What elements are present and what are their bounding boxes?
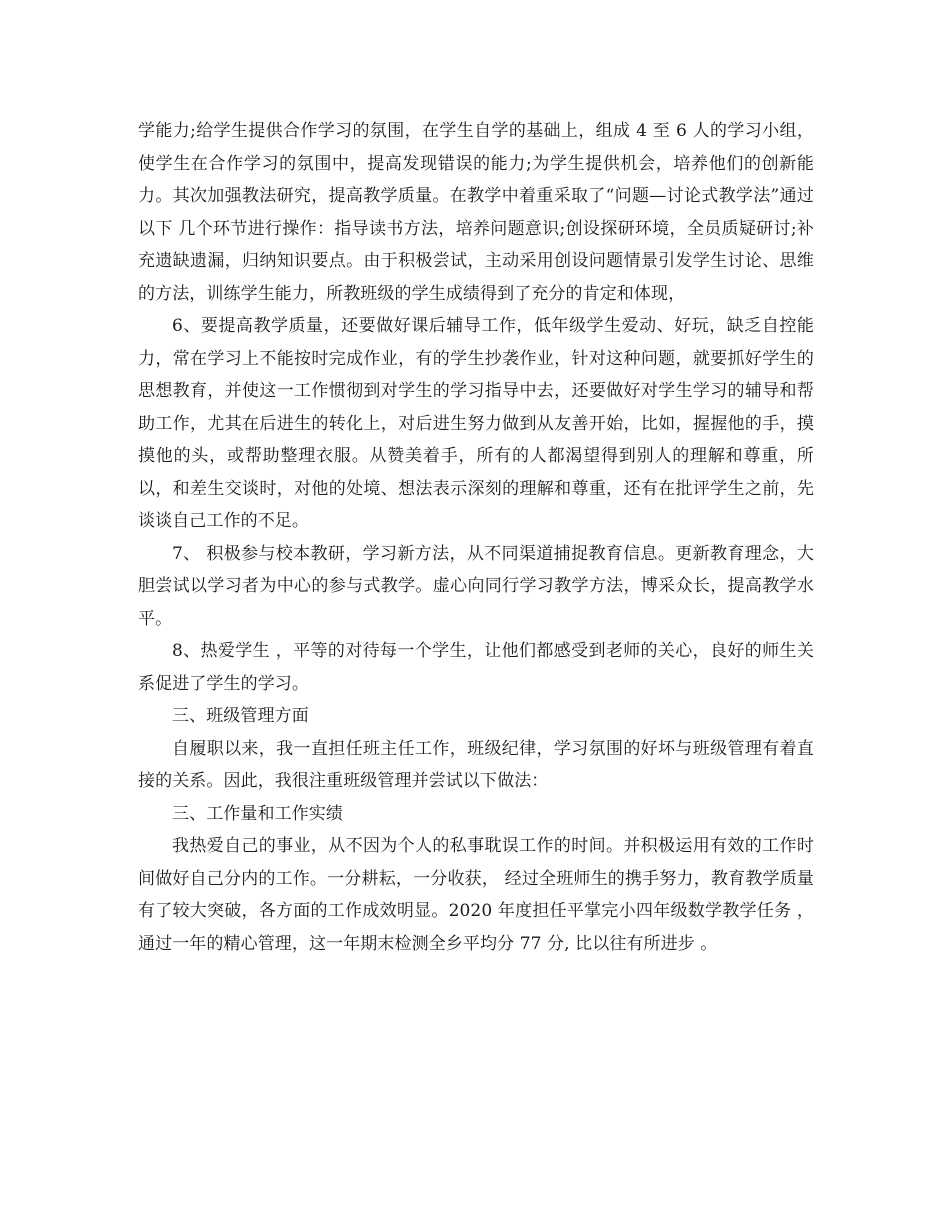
document-body <box>138 115 814 960</box>
paragraph-item-6: 6、要提高教学质量，还要做好课后辅导工作，低年级学生爱动、好玩，缺乏自控能力，常在学习上不能按时完成作业，有的学生抄袭作业，针对这种问题，就要抓好学生的思想教育，并使这一工作惯彻到对学生的学习指导中去，还要做好对学生学习的辅导和帮助工作，尤其在后进生的转化上，对后进生努力做到从友善开始，比如，握握他的手，摸摸他的头，或帮助整理衣服。从赞美着手，所有的人都渴望得到别人的理解和尊重，所以，和差生交谈时，对他的处境、想法表示深刻的理解和尊重，还有在批评学生之前，先谈谈自己工作的不足。 <box>138 316 814 531</box>
section-heading-class-management: 三、班级管理方面 <box>172 706 309 726</box>
paragraph-class-management: 自履职以来，我一直担任班主任工作，班级纪律，学习氛围的好坏与班级管理有着直接的关系。因此，我很注重班级管理并尝试以下做法： <box>138 738 814 791</box>
paragraph-item-8: 8、热爱学生 ，平等的对待每一个学生，让他们都感受到老师的关心，良好的师生关系促进了学生的学习。 <box>138 641 814 694</box>
paragraph-item-7: 7、 积极参与校本教研，学习新方法，从不同渠道捕捉教育信息。更新教育理念，大胆尝试以学习者为中心的参与式教学。虚心向同行学习教学方法，博采众长，提高教学水平。 <box>138 543 814 629</box>
section-heading-workload: 三、工作量和工作实绩 <box>172 803 343 824</box>
paragraph-workload: 我热爱自己的事业，从不因为个人的私事耽误工作的时间。并积极运用有效的工作时间做好自己分内的工作。一分耕耘，一分收获， 经过全班师生的携手努力，教育教学质量有了较大突破，各方面的工作成效明显。2020 年度担任平掌完小四年级数学教学任务 ，通过一年的精心管理，这一年期末检测全乡平均分 77 分, 比以往有所进步 。 <box>138 836 814 954</box>
paragraph-continued: 学能力;给学生提供合作学习的氛围，在学生自学的基础上，组成 4 至 6 人的学习小组，使学生在合作学习的氛围中，提高发现错误的能力;为学生提供机会，培养他们的创新能力。其次加强教法研究，提高教学质量。在教学中着重采取了“问题—讨论式教学法”通过以下 几个环节进行操作：指导读书方法，培养问题意识;创设探研环境，全员质疑研讨;补充遗缺遗漏，归纳知识要点。由于积极尝试，主动采用创设问题情景引发学生讨论、思维的方法，训练学生能力，所教班级的学生成绩得到了充分的肯定和体现， <box>138 121 814 304</box>
